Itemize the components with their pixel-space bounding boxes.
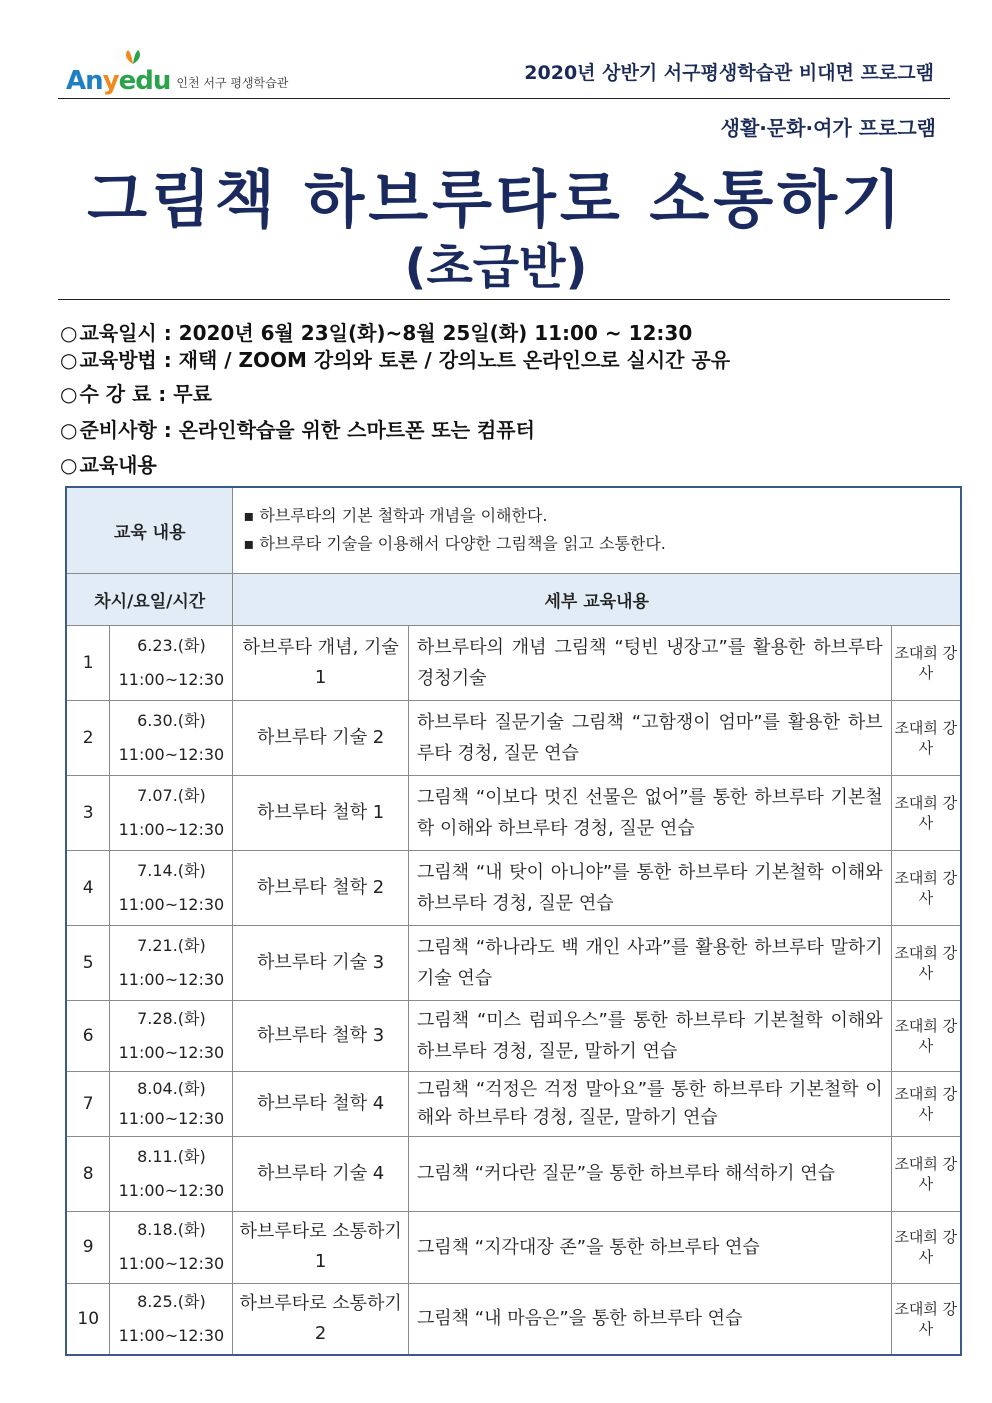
session-date: 8.18.(화) 11:00~12:30 [110, 1211, 233, 1283]
column-header-session: 차시/요일/시간 [66, 573, 233, 625]
table-row [66, 1211, 961, 1283]
content-items [233, 487, 961, 573]
session-topic: 하브루타 철학 2 [233, 850, 409, 925]
session-detail: 그림책 “내 탓이 아니야”를 통한 하브루타 기본철학 이해와 하브루타 경청, 질문 연습 [408, 850, 891, 925]
page-title: 그림책 하브루타로 소통하기 [87, 163, 905, 236]
session-number: 9 [66, 1211, 110, 1283]
session-topic: 하브루타 기술 4 [233, 1136, 409, 1211]
table-header-row [66, 573, 961, 625]
table-row [66, 775, 961, 850]
info-preparation: ○ 준비사항 : 온라인학습을 위한 스마트폰 또는 컴퓨터 [60, 418, 535, 442]
session-topic: 하브루타 기술 2 [233, 700, 409, 775]
session-number: 1 [66, 625, 110, 700]
session-number: 5 [66, 925, 110, 1000]
session-date: 8.11.(화) 11:00~12:30 [110, 1136, 233, 1211]
session-tutor: 조대희 강사 [891, 1283, 961, 1355]
table-row [66, 1071, 961, 1136]
table-row [66, 625, 961, 700]
content-item: ▪ 하브루타의 기본 철학과 개념을 이해한다. [243, 506, 548, 526]
session-detail: 그림책 “하나라도 백 개인 사과”를 활용한 하브루타 말하기 기술 연습 [408, 925, 891, 1000]
title-divider [58, 299, 950, 300]
session-number: 2 [66, 700, 110, 775]
session-topic: 하브루타 철학 4 [233, 1071, 409, 1136]
logo [66, 54, 288, 94]
session-topic: 하브루타 기술 3 [233, 925, 409, 1000]
table-row [66, 925, 961, 1000]
table-content-row [66, 487, 961, 573]
category-label: 생활·문화·여가 프로그램 [720, 116, 936, 140]
session-date: 7.14.(화) 11:00~12:30 [110, 850, 233, 925]
session-detail: 그림책 “커다란 질문”을 통한 하브루타 해석하기 연습 [408, 1136, 891, 1211]
session-topic: 하브루타 개념, 기술 1 [233, 625, 409, 700]
header-divider [58, 98, 950, 99]
session-date: 7.07.(화) 11:00~12:30 [110, 775, 233, 850]
session-number: 3 [66, 775, 110, 850]
curriculum-table [65, 486, 962, 1356]
info-method: ○ 교육방법 : 재택 / ZOOM 강의와 토론 / 강의노트 온라인으로 실시간 공유 [60, 348, 731, 372]
session-tutor: 조대희 강사 [891, 925, 961, 1000]
session-tutor: 조대희 강사 [891, 1136, 961, 1211]
session-number: 10 [66, 1283, 110, 1355]
session-number: 8 [66, 1136, 110, 1211]
session-detail: 그림책 “미스 럼피우스”를 통한 하브루타 기본철학 이해와 하브루타 경청, 질문, 말하기 연습 [408, 1000, 891, 1071]
session-date: 6.23.(화) 11:00~12:30 [110, 625, 233, 700]
table-row [66, 1136, 961, 1211]
session-topic: 하브루타 철학 1 [233, 775, 409, 850]
session-detail: 그림책 “걱정은 걱정 말아요”를 통한 하브루타 기본철학 이해와 하브루타 경청, 질문, 말하기 연습 [408, 1071, 891, 1136]
session-topic: 하브루타 철학 3 [233, 1000, 409, 1071]
table-row [66, 1000, 961, 1071]
logo-brand: Anyedu [66, 66, 171, 96]
program-label: 2020년 상반기 서구평생학습관 비대면 프로그램 [524, 62, 934, 84]
info-schedule: ○ 교육일시 : 2020년 6월 23일(화)~8월 25일(화) 11:00 ~ 12:30 [60, 321, 693, 345]
session-tutor: 조대희 강사 [891, 700, 961, 775]
session-date: 6.30.(화) 11:00~12:30 [110, 700, 233, 775]
session-detail: 그림책 “내 마음은”을 통한 하브루타 연습 [408, 1283, 891, 1355]
session-date: 7.28.(화) 11:00~12:30 [110, 1000, 233, 1071]
table-row [66, 850, 961, 925]
info-fee: ○ 수 강 료 : 무료 [60, 382, 212, 406]
session-date: 8.04.(화) 11:00~12:30 [110, 1071, 233, 1136]
session-detail: 하브루타 질문기술 그림책 “고함쟁이 엄마”를 활용한 하브루타 경청, 질문 연습 [408, 700, 891, 775]
session-tutor: 조대희 강사 [891, 625, 961, 700]
session-number: 6 [66, 1000, 110, 1071]
session-date: 8.25.(화) 11:00~12:30 [110, 1283, 233, 1355]
info-content-heading: ○ 교육내용 [60, 453, 157, 477]
session-detail: 하브루타의 개념 그림책 “텅빈 냉장고”를 활용한 하브루타 경청기술 [408, 625, 891, 700]
session-tutor: 조대희 강사 [891, 1071, 961, 1136]
content-label: 교육 내용 [66, 487, 233, 573]
table-row [66, 1283, 961, 1355]
session-detail: 그림책 “지각대장 존”을 통한 하브루타 연습 [408, 1211, 891, 1283]
table-row [66, 700, 961, 775]
session-number: 7 [66, 1071, 110, 1136]
session-tutor: 조대희 강사 [891, 1000, 961, 1071]
session-tutor: 조대희 강사 [891, 1211, 961, 1283]
session-number: 4 [66, 850, 110, 925]
content-item: ▪ 하브루타 기술을 이용해서 다양한 그림책을 읽고 소통한다. [243, 534, 666, 554]
page-subtitle: (초급반) [404, 239, 588, 295]
leaf-icon [122, 48, 144, 66]
logo-subtitle: 인천 서구 평생학습관 [176, 76, 289, 90]
session-date: 7.21.(화) 11:00~12:30 [110, 925, 233, 1000]
session-topic: 하브루타로 소통하기 1 [233, 1211, 409, 1283]
session-tutor: 조대희 강사 [891, 775, 961, 850]
column-header-detail: 세부 교육내용 [233, 573, 961, 625]
session-topic: 하브루타로 소통하기 2 [233, 1283, 409, 1355]
session-tutor: 조대희 강사 [891, 850, 961, 925]
session-detail: 그림책 “이보다 멋진 선물은 없어”를 통한 하브루타 기본철학 이해와 하브루타 경청, 질문 연습 [408, 775, 891, 850]
